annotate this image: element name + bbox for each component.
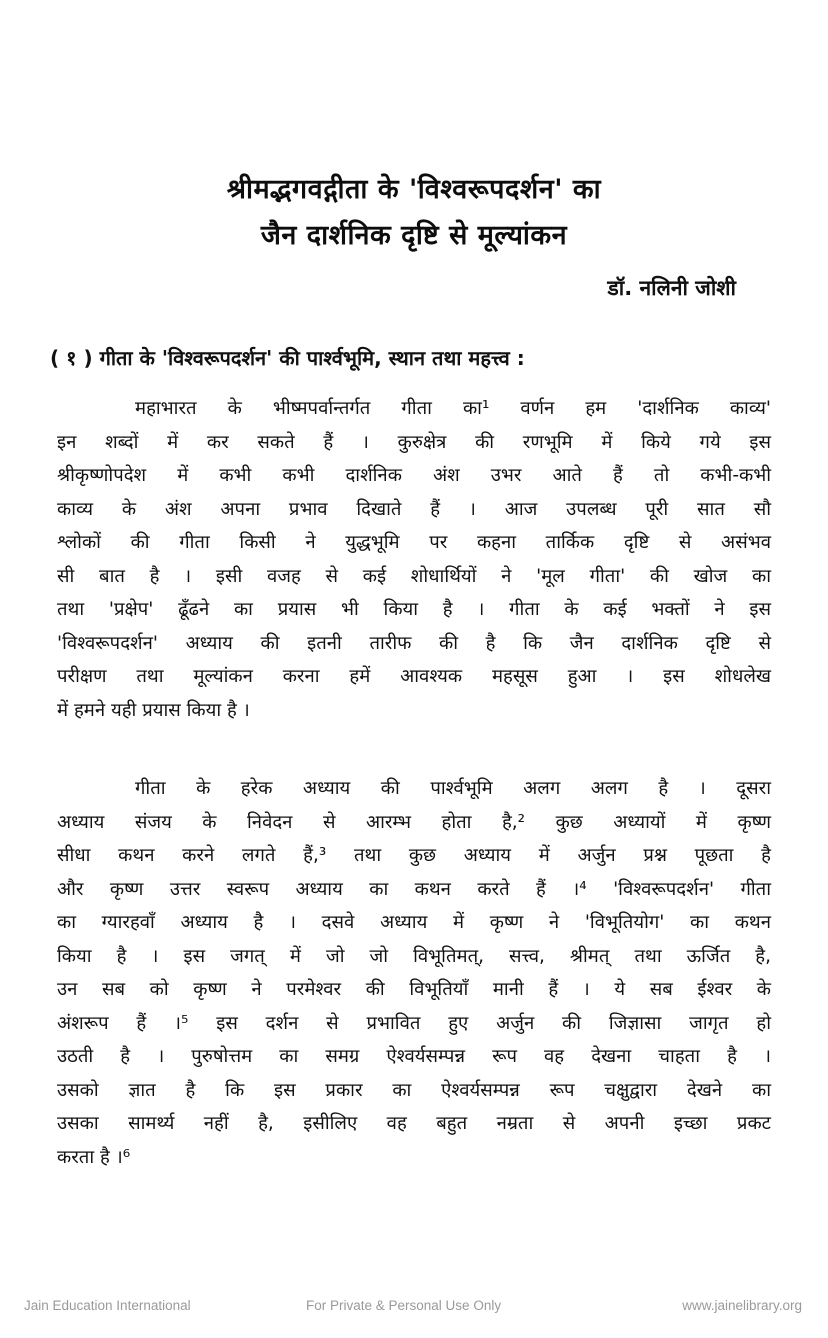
text-line: श्रीकृष्णोपदेश में कभी कभी दार्शनिक अंश उभर आते हैं तो कभी-कभी [57,465,771,486]
article-title-line-1: श्रीमद्भगवद्गीता के 'विश्वरूपदर्शन' का [226,174,602,205]
text-line: सीधा कथन करने लगते हैं,³ तथा कुछ अध्याय में अर्जुन प्रश्न पूछता है [57,845,771,866]
text-line: का ग्यारहवाँ अध्याय है । दसवे अध्याय में कृष्ण ने 'विभूतियोग' का कथन [57,912,771,933]
text-line: अध्याय संजय के निवेदन से आरम्भ होता है,² कुछ अध्यायों में कृष्ण [57,811,771,833]
text-line: करता है ।⁶ [57,1146,131,1168]
text-line: काव्य के अंश अपना प्रभाव दिखाते हैं । आज उपलब्ध पूरी सात सौ [57,498,771,520]
footer-usage-notice: For Private & Personal Use Only [306,1298,502,1313]
text-line: उसको ज्ञात है कि इस प्रकार का ऐश्वर्यसम्पन्न रूप चक्षुद्वारा देखने का [57,1079,771,1101]
footer-publisher: Jain Education International [24,1298,191,1313]
author-name: डॉ. नलिनी जोशी [607,276,736,300]
text-line: महाभारत के भीष्मपर्वान्तर्गत गीता का¹ वर्णन हम 'दार्शनिक काव्य' [135,398,771,419]
section-heading: ( १ ) गीता के 'विश्वरूपदर्शन' की पार्श्वभूमि, स्थान तथा महत्त्व : [50,346,525,370]
text-line: उठती है । पुरुषोत्तम का समग्र ऐश्वर्यसम्पन्न रूप वह देखना चाहता है । [57,1046,771,1067]
text-line: सी बात है । इसी वजह से कई शोधार्थियों ने 'मूल गीता' की खोज का [57,565,771,587]
text-line: में हमने यही प्रयास किया है । [57,699,250,721]
text-line: गीता के हरेक अध्याय की पार्श्वभूमि अलग अलग है । दूसरा [135,778,771,799]
text-line: तथा 'प्रक्षेप' ढूँढने का प्रयास भी किया है । गीता के कई भक्तों ने इस [57,599,771,620]
text-line: 'विश्वरूपदर्शन' अध्याय की इतनी तारीफ की है कि जैन दार्शनिक दृष्टि से [57,632,771,654]
paragraph-1 [57,392,771,727]
text-line: उन सब को कृष्ण ने परमेश्वर की विभूतियाँ मानी हैं । ये सब ईश्वर के [57,979,771,1000]
text-line: और कृष्ण उत्तर स्वरूप अध्याय का कथन करते हैं ।⁴ 'विश्वरूपदर्शन' गीता [57,878,771,900]
text-line: श्लोकों की गीता किसी ने युद्धभूमि पर कहना तार्किक दृष्टि से असंभव [57,532,771,553]
text-line: किया है । इस जगत् में जो जो विभूतिमत्, सत्त्व, श्रीमत् तथा ऊर्जित है, [57,945,771,967]
footer-website-link[interactable]: www.jainelibrary.org [682,1298,802,1313]
article-title-line-2: जैन दार्शनिक दृष्टि से मूल्यांकन [260,220,568,251]
text-line: उसका सामर्थ्य नहीं है, इसीलिए वह बहुत नम्रता से अपनी इच्छा प्रकट [57,1113,771,1134]
paragraph-2 [57,772,771,1174]
text-line: परीक्षण तथा मूल्यांकन करना हमें आवश्यक महसूस हुआ । इस शोधलेख [57,666,771,687]
text-line: अंशरूप हैं ।⁵ इस दर्शन से प्रभावित हुए अर्जुन की जिज्ञासा जागृत हो [57,1012,771,1034]
text-line: इन शब्दों में कर सकते हैं । कुरुक्षेत्र की रणभूमि में किये गये इस [57,431,771,453]
